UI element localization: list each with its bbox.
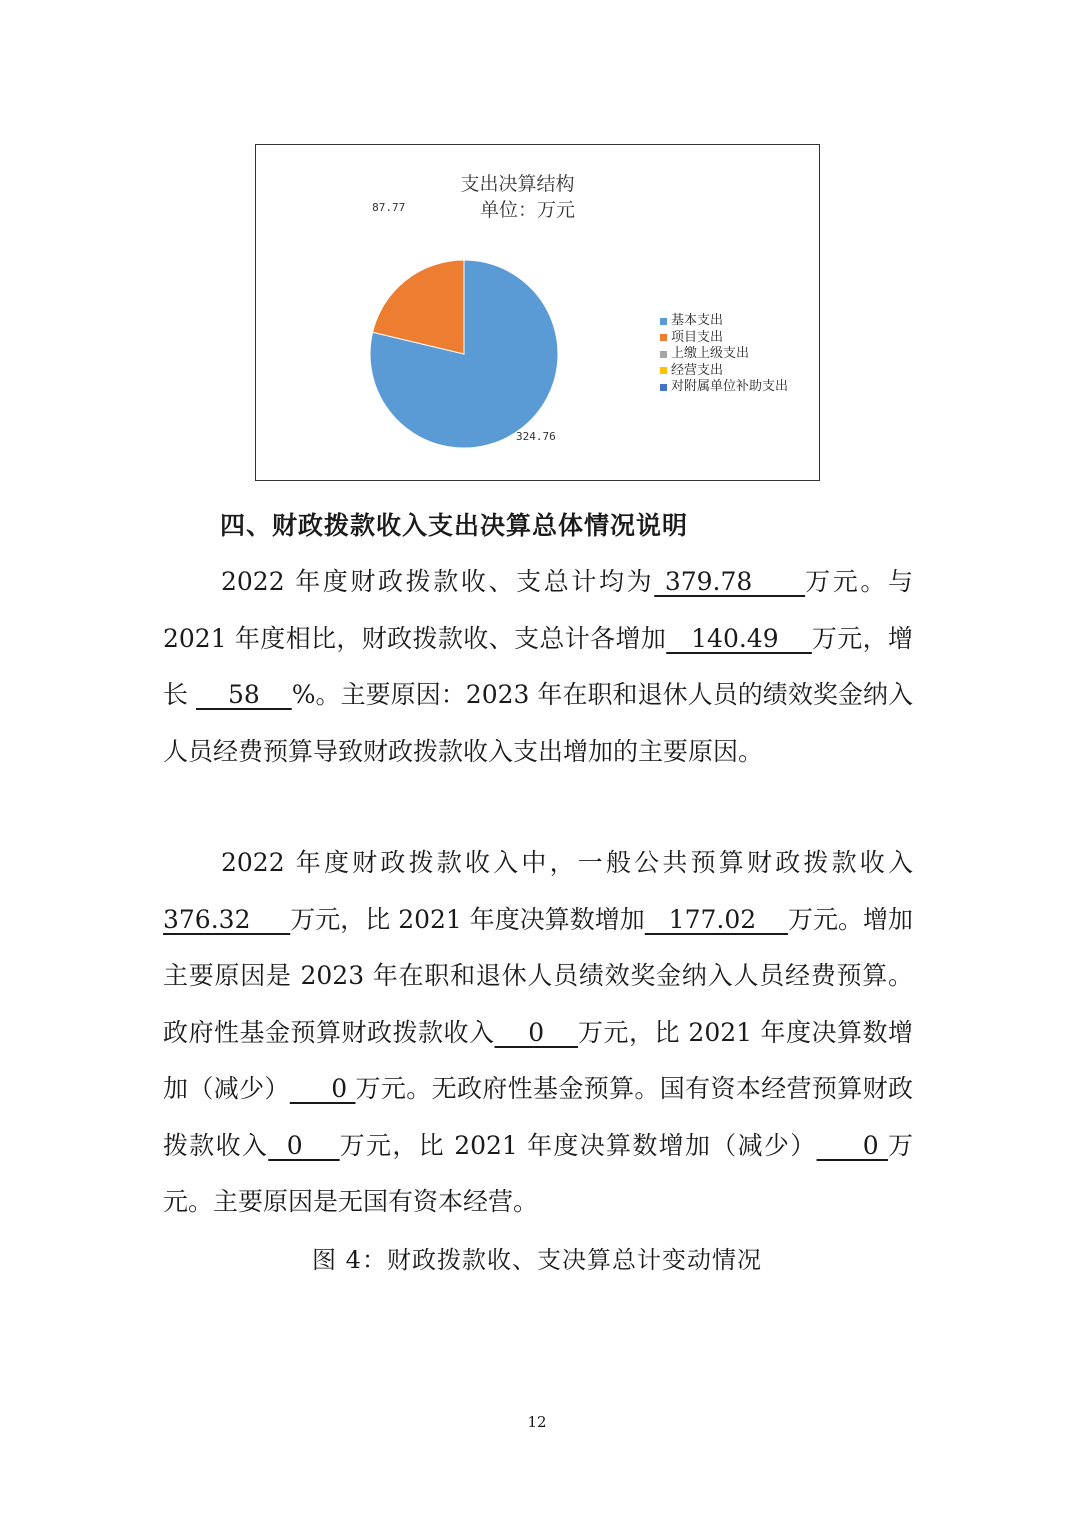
legend-swatch bbox=[660, 334, 667, 341]
expenditure-pie-chart bbox=[255, 144, 820, 481]
text: 万元，比 2021 年度决算数增加（减少） bbox=[339, 1130, 817, 1160]
text: 万元，比 2021 年度决算数增加（减少） bbox=[163, 1017, 913, 1103]
legend-swatch bbox=[660, 384, 667, 391]
general-budget-value: 376.32 bbox=[163, 904, 291, 934]
text: 万元。与 2021 年度相比，财政拨款收、支总计各增加 bbox=[163, 567, 913, 653]
state-capital-change-value: 0 bbox=[816, 1130, 888, 1160]
section-heading: 四、财政拨款收入支出决算总体情况说明 bbox=[220, 511, 689, 540]
legend-swatch bbox=[660, 351, 667, 358]
chart-title: 支出决算结构 bbox=[460, 173, 575, 195]
pie-data-label: 87.77 bbox=[372, 200, 406, 214]
legend-item bbox=[660, 346, 788, 363]
text: 万元，比 2021 年度决算数增加 bbox=[290, 904, 645, 934]
legend-item bbox=[660, 330, 788, 347]
legend-item bbox=[660, 379, 788, 396]
text: 2022 年度财政拨款收、支总计均为 bbox=[221, 567, 655, 596]
pie-data-label: 324.76 bbox=[516, 430, 556, 443]
legend-label: 项目支出 bbox=[671, 329, 724, 345]
chart-legend bbox=[660, 313, 788, 396]
legend-label: 经营支出 bbox=[671, 362, 724, 378]
legend-swatch bbox=[660, 367, 667, 374]
legend-label: 上缴上级支出 bbox=[671, 346, 750, 361]
general-budget-increase-value: 177.02 bbox=[644, 904, 788, 934]
state-capital-value: 0 bbox=[268, 1130, 340, 1160]
text: 万元。无政府性基金预算。国有资本经营预算财政拨款收入 bbox=[163, 1074, 913, 1160]
legend-item bbox=[660, 313, 788, 330]
paragraph-income-detail bbox=[163, 835, 913, 1231]
text: 万元。主要原因是无国有资本经营。 bbox=[163, 1130, 913, 1216]
growth-percent-value: 58 bbox=[196, 680, 292, 709]
text: 万元。增加主要原因是 2023 年在职和退休人员绩效奖金纳入人员经费预算。政府性基金预算财政拨款收入 bbox=[163, 904, 913, 1047]
legend-item bbox=[660, 363, 788, 380]
page-number: 12 bbox=[527, 1413, 547, 1431]
text: %。主要原因：2023 年在职和退休人员的绩效奖金纳入人员经费预算导致财政拨款收入支出增加的主要原因。 bbox=[163, 680, 913, 766]
legend-swatch bbox=[660, 318, 667, 325]
increase-amount-value: 140.49 bbox=[666, 623, 812, 653]
fund-budget-change-value: 0 bbox=[289, 1074, 356, 1103]
text: 万元，增长 bbox=[163, 623, 913, 709]
paragraph-total-change bbox=[163, 554, 913, 780]
legend-label: 基本支出 bbox=[671, 313, 724, 328]
fund-budget-value: 0 bbox=[494, 1017, 578, 1047]
total-amount-value: 379.78 bbox=[654, 567, 806, 596]
figure-caption: 图 4：财政拨款收、支决算总计变动情况 bbox=[312, 1246, 762, 1274]
text: 2022 年度财政拨款收入中，一般公共预算财政拨款收入 bbox=[221, 848, 913, 877]
chart-subtitle: 单位：万元 bbox=[479, 199, 575, 221]
legend-label: 对附属单位补助支出 bbox=[671, 379, 789, 394]
